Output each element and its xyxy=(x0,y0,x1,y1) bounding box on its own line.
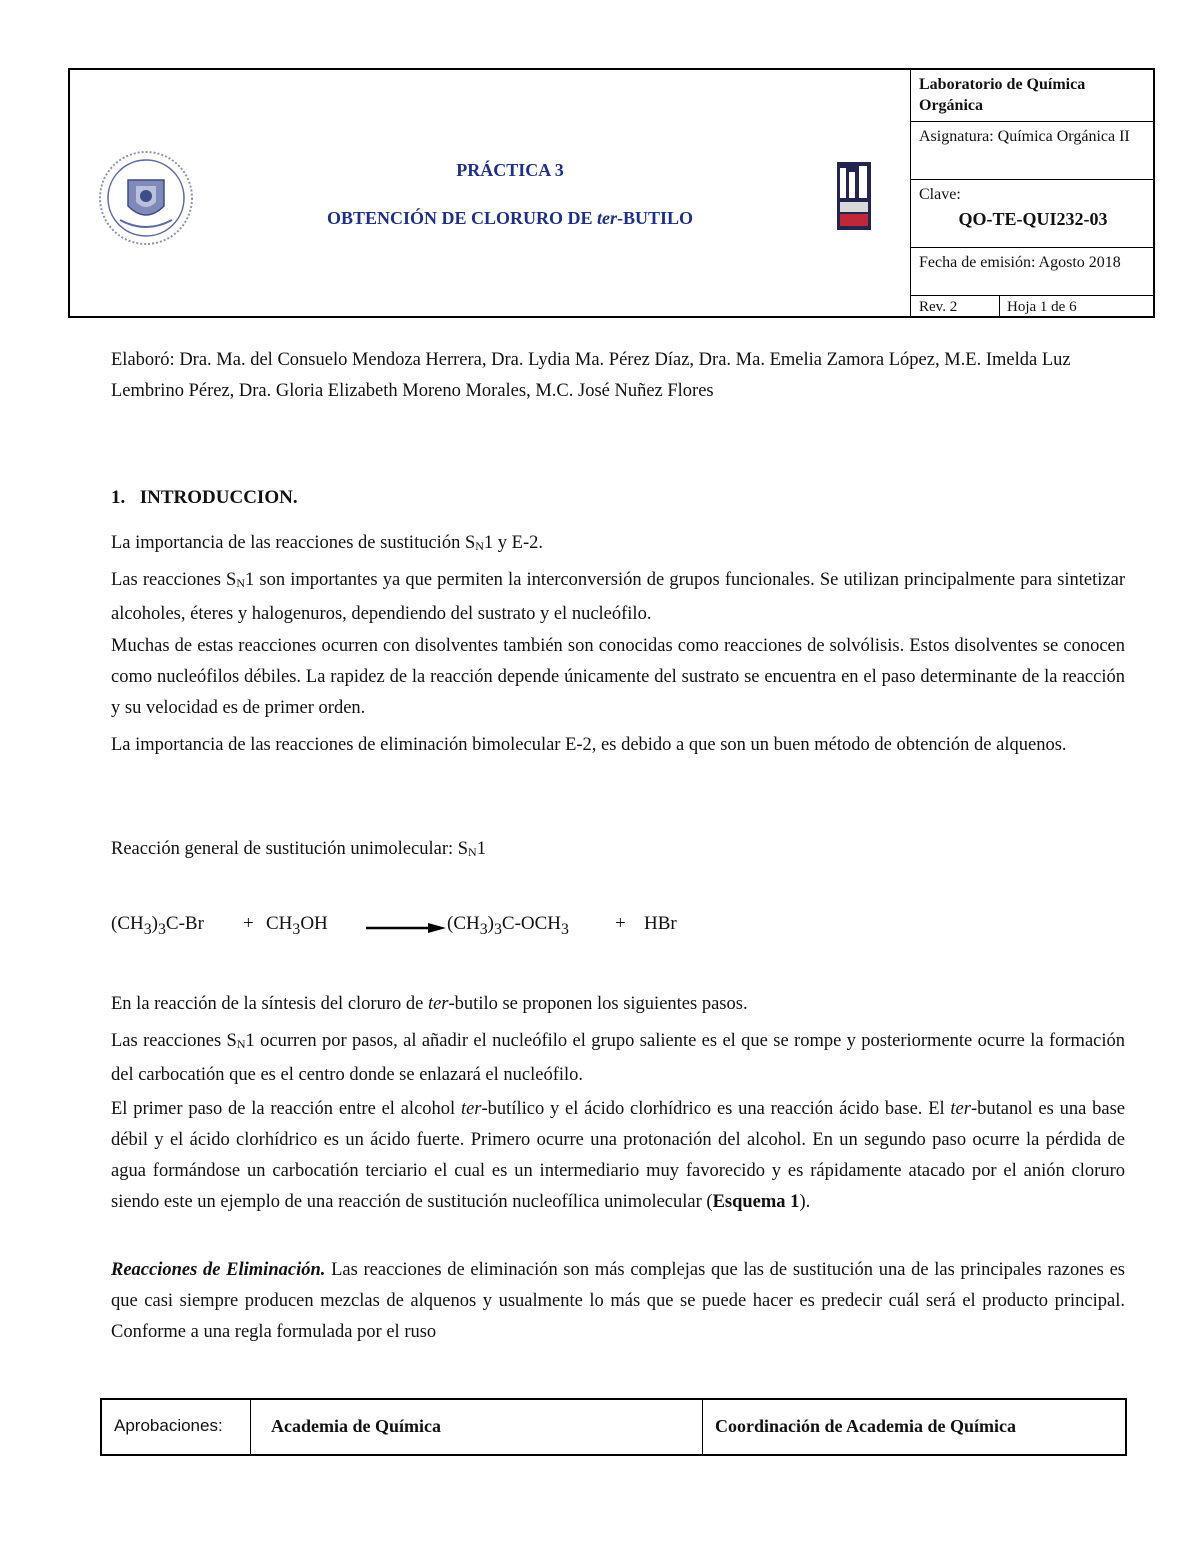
reactant-2: $CH_3OH$ xyxy=(266,913,328,938)
subject: Asignatura: Química Orgánica II xyxy=(911,122,1155,180)
practice-title: PRÁCTICA 3 xyxy=(456,160,564,180)
lab-name: Laboratorio de Química Orgánica xyxy=(911,70,1155,122)
body-paragraph-1: En la reacción de la síntesis del cloruro de ter-butilo se proponen los siguientes pasos. xyxy=(111,994,748,1014)
approvals-table xyxy=(100,1398,1127,1456)
body-paragraph-2: Las reacciones $S_N1$ ocurren por pasos, al añadir el nucleófilo el grupo saliente es el que se rompe y posteriormente ocurre la formación del carbocatión que es el centro donde se enlazará el nucleófilo. xyxy=(111,1031,1126,1085)
body-paragraph-3: El primer paso de la reacción entre el alcohol ter-butílico y el ácido clorhídrico es una reacción ácido base. El ter-butanol es una base débil y el ácido clorhídrico es un ácido fuerte. Primero ocurre una protonación del alcohol. En un segundo paso ocurre la pérdida de agua formándose un carbocatión terciario el cual es un intermediario muy favorecido y es rápidamente atacado por el anión cloruro siendo este un ejemplo de una reacción de sustitución nucleofílica unimolecular (Esquema 1). xyxy=(111,1099,1125,1212)
header-table xyxy=(68,68,1155,318)
practice-subtitle: OBTENCIÓN DE CLORURO DE ter-BUTILO xyxy=(326,208,694,228)
plus-sign-2: + xyxy=(615,913,626,934)
reactant-1: $(CH_3)_3C-Br$ xyxy=(111,913,204,938)
coordination-cell: Coordinación de Academia de Química xyxy=(702,1400,1125,1454)
intro-paragraph-2: Las reacciones $S_N1$ son importantes ya que permiten la interconversión de grupos funcionales. Se utilizan principalmente para sintetizar alcoholes, éteres y halogenuros, dependiendo del sustrato y el nucleófilo. xyxy=(111,570,1126,624)
plus-sign: + xyxy=(243,913,254,934)
reaction-caption: Reacción general de sustitución unimolecular: $S_N1$ xyxy=(111,839,486,859)
revision-row xyxy=(911,296,1155,318)
university-seal-icon xyxy=(98,150,194,246)
academy-cell: Academia de Química xyxy=(250,1400,702,1454)
intro-paragraph-3: Muchas de estas reacciones ocurren con disolventes también son conocidas como reacciones de solvólisis. Estos disolventes se conocen como nucleófilos débiles. La rapidez de la reacción depende únicamente del sustrato se encuentra en el paso determinante de la reacción y su velocidad es de primer orden. xyxy=(111,636,1125,718)
code-value: QO-TE-QUI232-03 xyxy=(958,209,1108,229)
document-info xyxy=(910,70,1155,318)
code-cell xyxy=(911,180,1155,248)
section-heading: 1. INTRODUCCION. xyxy=(111,487,298,508)
code-label: Clave: xyxy=(919,186,961,203)
intro-paragraph-4: La importancia de las reacciones de eliminación bimolecular E-2, es debido a que son un buen método de obtención de alquenos. xyxy=(111,735,1067,755)
title-block xyxy=(210,70,810,318)
body-paragraph-4: Reacciones de Eliminación. Las reacciones de eliminación son más complejas que las de sustitución una de las principales razones es que casi siempre producen mezclas de alquenos y usualmente lo más que se puede hacer es predecir cuál será el producto principal. Conforme a una regla formulada por el ruso xyxy=(111,1260,1125,1342)
authors: Elaboró: Dra. Ma. del Consuelo Mendoza Herrera, Dra. Lydia Ma. Pérez Díaz, Dra. Ma. Emelia Zamora López, M.E. Imelda Luz Lembrino Pérez, Dra. Gloria Elizabeth Moreno Morales, M.C. José Nuñez Flores xyxy=(111,350,1071,401)
product-2: HBr xyxy=(644,913,677,934)
page-count: Hoja 1 de 6 xyxy=(1007,299,1077,315)
faculty-logo-icon xyxy=(837,162,871,230)
intro-paragraph-1: La importancia de las reacciones de sustitución $S_N1$ y E-2. xyxy=(111,533,543,553)
issue-date: Fecha de emisión: Agosto 2018 xyxy=(911,248,1155,296)
product-1: $(CH_3)_3C-OCH_3$ xyxy=(447,913,569,938)
reaction-arrow-icon xyxy=(366,923,446,933)
revision: Rev. 2 xyxy=(919,299,958,315)
approvals-label: Aprobaciones: xyxy=(114,1416,223,1435)
